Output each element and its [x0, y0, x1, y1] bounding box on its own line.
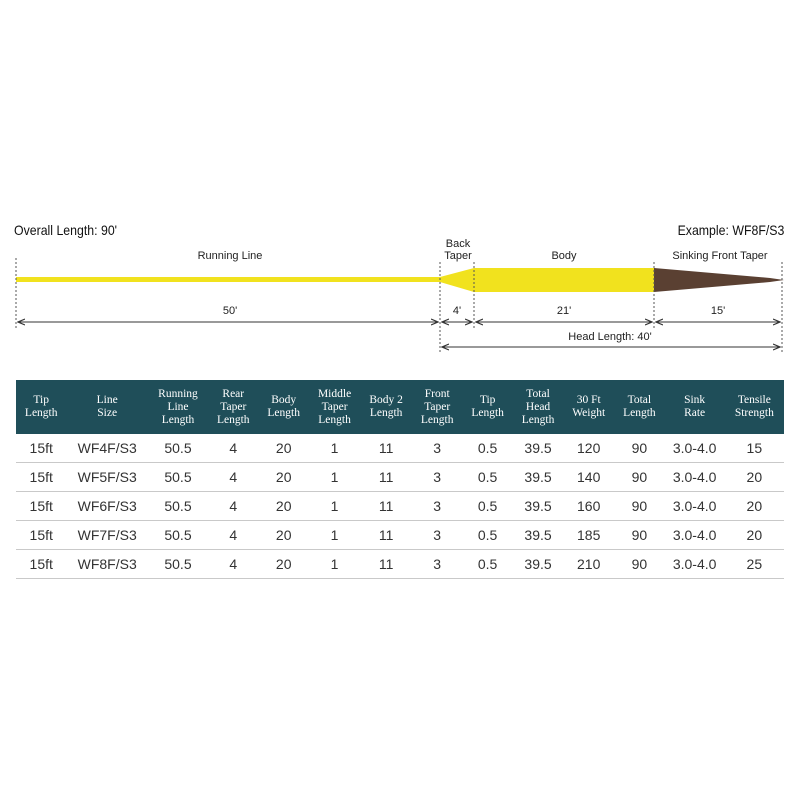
running-line-dim: 50' — [222, 305, 238, 317]
table-cell: 1 — [309, 550, 360, 579]
table-body — [16, 434, 784, 579]
column-header — [360, 380, 412, 434]
table-cell: 3 — [412, 521, 462, 550]
table-cell: 50.5 — [148, 463, 208, 492]
back-taper-label-line2: Taper — [444, 250, 472, 262]
table-cell: 39.5 — [513, 434, 563, 463]
table-cell: WF8F/S3 — [66, 550, 148, 579]
table-cell: 20 — [258, 521, 308, 550]
table-cell: 11 — [360, 550, 412, 579]
table-cell: 50.5 — [148, 434, 208, 463]
table-cell: 50.5 — [148, 550, 208, 579]
table-cell: 20 — [725, 492, 784, 521]
table-row — [16, 463, 784, 492]
table-cell: 1 — [309, 463, 360, 492]
front-taper-dim: 15' — [710, 305, 726, 317]
table-cell: 20 — [258, 492, 308, 521]
fly-line-diagram — [0, 0, 800, 370]
table-cell: 0.5 — [462, 463, 512, 492]
table-cell: 3.0-4.0 — [665, 434, 725, 463]
running-line-segment — [16, 277, 441, 282]
sinking-front-taper-label: Sinking Front Taper — [672, 250, 768, 262]
back-taper-label-line1: Back — [445, 238, 471, 250]
table-cell: 3.0-4.0 — [665, 521, 725, 550]
table-header-row — [16, 380, 784, 434]
column-header — [513, 380, 563, 434]
table-row — [16, 550, 784, 579]
column-header — [148, 380, 208, 434]
column-header-line: 30 Ft — [576, 394, 601, 406]
table-cell: 1 — [309, 521, 360, 550]
table-cell: 0.5 — [462, 492, 512, 521]
table-cell: 0.5 — [462, 521, 512, 550]
column-header-line: Length — [318, 413, 351, 426]
column-header-line: Length — [420, 413, 454, 426]
column-header-line: Length — [24, 407, 58, 419]
table-cell: 120 — [563, 434, 614, 463]
table-cell: 0.5 — [462, 550, 512, 579]
column-header-line: Tensile — [737, 394, 771, 406]
table-cell: 39.5 — [513, 463, 563, 492]
back-taper-label — [438, 238, 478, 262]
column-header-line: Taper — [220, 400, 247, 413]
column-header-line: Front — [424, 387, 450, 400]
table-cell: 140 — [563, 463, 614, 492]
column-header — [309, 380, 360, 434]
table-cell: 20 — [725, 521, 784, 550]
table-cell: 90 — [614, 463, 664, 492]
column-header-line: Line — [167, 400, 189, 413]
table-cell: WF6F/S3 — [66, 492, 148, 521]
table-cell: 3.0-4.0 — [665, 492, 725, 521]
table-cell: 11 — [360, 463, 412, 492]
column-header — [462, 380, 512, 434]
table-cell: 4 — [208, 550, 258, 579]
column-header-line: Size — [97, 407, 118, 419]
column-header-line: Length — [369, 407, 403, 419]
table-cell: 90 — [614, 492, 664, 521]
column-header-line: Taper — [321, 400, 348, 413]
table-row — [16, 434, 784, 463]
column-header-line: Strength — [734, 407, 774, 419]
table-cell: 185 — [563, 521, 614, 550]
column-header-line: Length — [471, 407, 504, 419]
table-cell: 20 — [258, 550, 308, 579]
table-cell: 3 — [412, 434, 462, 463]
column-header-line: Middle — [317, 387, 352, 400]
column-header-line: Length — [623, 407, 656, 419]
overall-length-label: Overall Length: 90' — [14, 222, 118, 238]
table-cell: 39.5 — [513, 550, 563, 579]
table-cell: 210 — [563, 550, 614, 579]
table-cell: 4 — [208, 521, 258, 550]
line-specs-table — [16, 380, 784, 579]
column-header-line: Length — [216, 413, 250, 426]
table-cell: 4 — [208, 434, 258, 463]
column-header-line: Length — [521, 413, 555, 426]
table-cell: 39.5 — [513, 492, 563, 521]
table-cell: 15ft — [16, 521, 66, 550]
column-header-line: Body — [271, 394, 297, 406]
dimension-arrows — [18, 322, 780, 347]
head-length-dim: Head Length: 40' — [568, 331, 652, 343]
table-cell: 20 — [725, 463, 784, 492]
column-header-line: Tip — [33, 394, 49, 406]
table-cell: WF7F/S3 — [66, 521, 148, 550]
table-cell: 15 — [725, 434, 784, 463]
column-header-line: Length — [267, 407, 300, 419]
column-header — [412, 380, 462, 434]
column-header — [614, 380, 664, 434]
table-cell: 1 — [309, 492, 360, 521]
body-dim: 21' — [556, 305, 572, 317]
table-cell: 15ft — [16, 492, 66, 521]
column-header-line: Running — [158, 387, 198, 400]
table-cell: 160 — [563, 492, 614, 521]
column-header-line: Length — [161, 413, 195, 426]
table-cell: 15ft — [16, 463, 66, 492]
table-cell: WF4F/S3 — [66, 434, 148, 463]
column-header-line: Body 2 — [369, 394, 403, 406]
table-cell: 15ft — [16, 434, 66, 463]
table-cell: 50.5 — [148, 521, 208, 550]
table-cell: 20 — [258, 434, 308, 463]
column-header-line: Head — [525, 400, 551, 413]
table-cell: 25 — [725, 550, 784, 579]
column-header-line: Rate — [684, 407, 706, 419]
back-taper-segment — [440, 268, 474, 292]
table-cell: 39.5 — [513, 521, 563, 550]
table-cell: 20 — [258, 463, 308, 492]
column-header — [725, 380, 784, 434]
column-header — [208, 380, 258, 434]
column-header — [16, 380, 66, 434]
table-cell: 90 — [614, 521, 664, 550]
table-cell: 11 — [360, 521, 412, 550]
table-cell: 3 — [412, 550, 462, 579]
table-cell: 1 — [309, 434, 360, 463]
table-cell: 0.5 — [462, 434, 512, 463]
table-cell: 3.0-4.0 — [665, 463, 725, 492]
column-header-line: Taper — [424, 400, 451, 413]
body-segment — [474, 268, 654, 292]
column-header-line: Rear — [222, 387, 245, 400]
column-header — [66, 380, 148, 434]
body-label: Body — [551, 250, 577, 262]
back-taper-dim: 4' — [452, 305, 462, 317]
column-header-line: Line — [96, 394, 118, 406]
table-cell: 3 — [412, 492, 462, 521]
table-cell: WF5F/S3 — [66, 463, 148, 492]
column-header-line: Tip — [479, 394, 496, 406]
table-row — [16, 521, 784, 550]
table-cell: 4 — [208, 463, 258, 492]
table-cell: 3.0-4.0 — [665, 550, 725, 579]
column-header-line: Total — [627, 394, 652, 406]
table-cell: 4 — [208, 492, 258, 521]
table-cell: 50.5 — [148, 492, 208, 521]
column-header-line: Total — [526, 387, 550, 400]
table-cell: 11 — [360, 434, 412, 463]
table-cell: 3 — [412, 463, 462, 492]
table-row — [16, 492, 784, 521]
column-header — [563, 380, 614, 434]
example-label: Example: WF8F/S3 — [677, 222, 784, 238]
table-cell: 90 — [614, 550, 664, 579]
table-cell: 90 — [614, 434, 664, 463]
column-header-line: Weight — [572, 407, 606, 419]
column-header — [665, 380, 725, 434]
table-cell: 11 — [360, 492, 412, 521]
column-header-line: Sink — [684, 394, 706, 406]
sinking-front-taper-segment — [654, 268, 784, 292]
running-line-label: Running Line — [197, 250, 263, 262]
column-header — [258, 380, 308, 434]
table-cell: 15ft — [16, 550, 66, 579]
